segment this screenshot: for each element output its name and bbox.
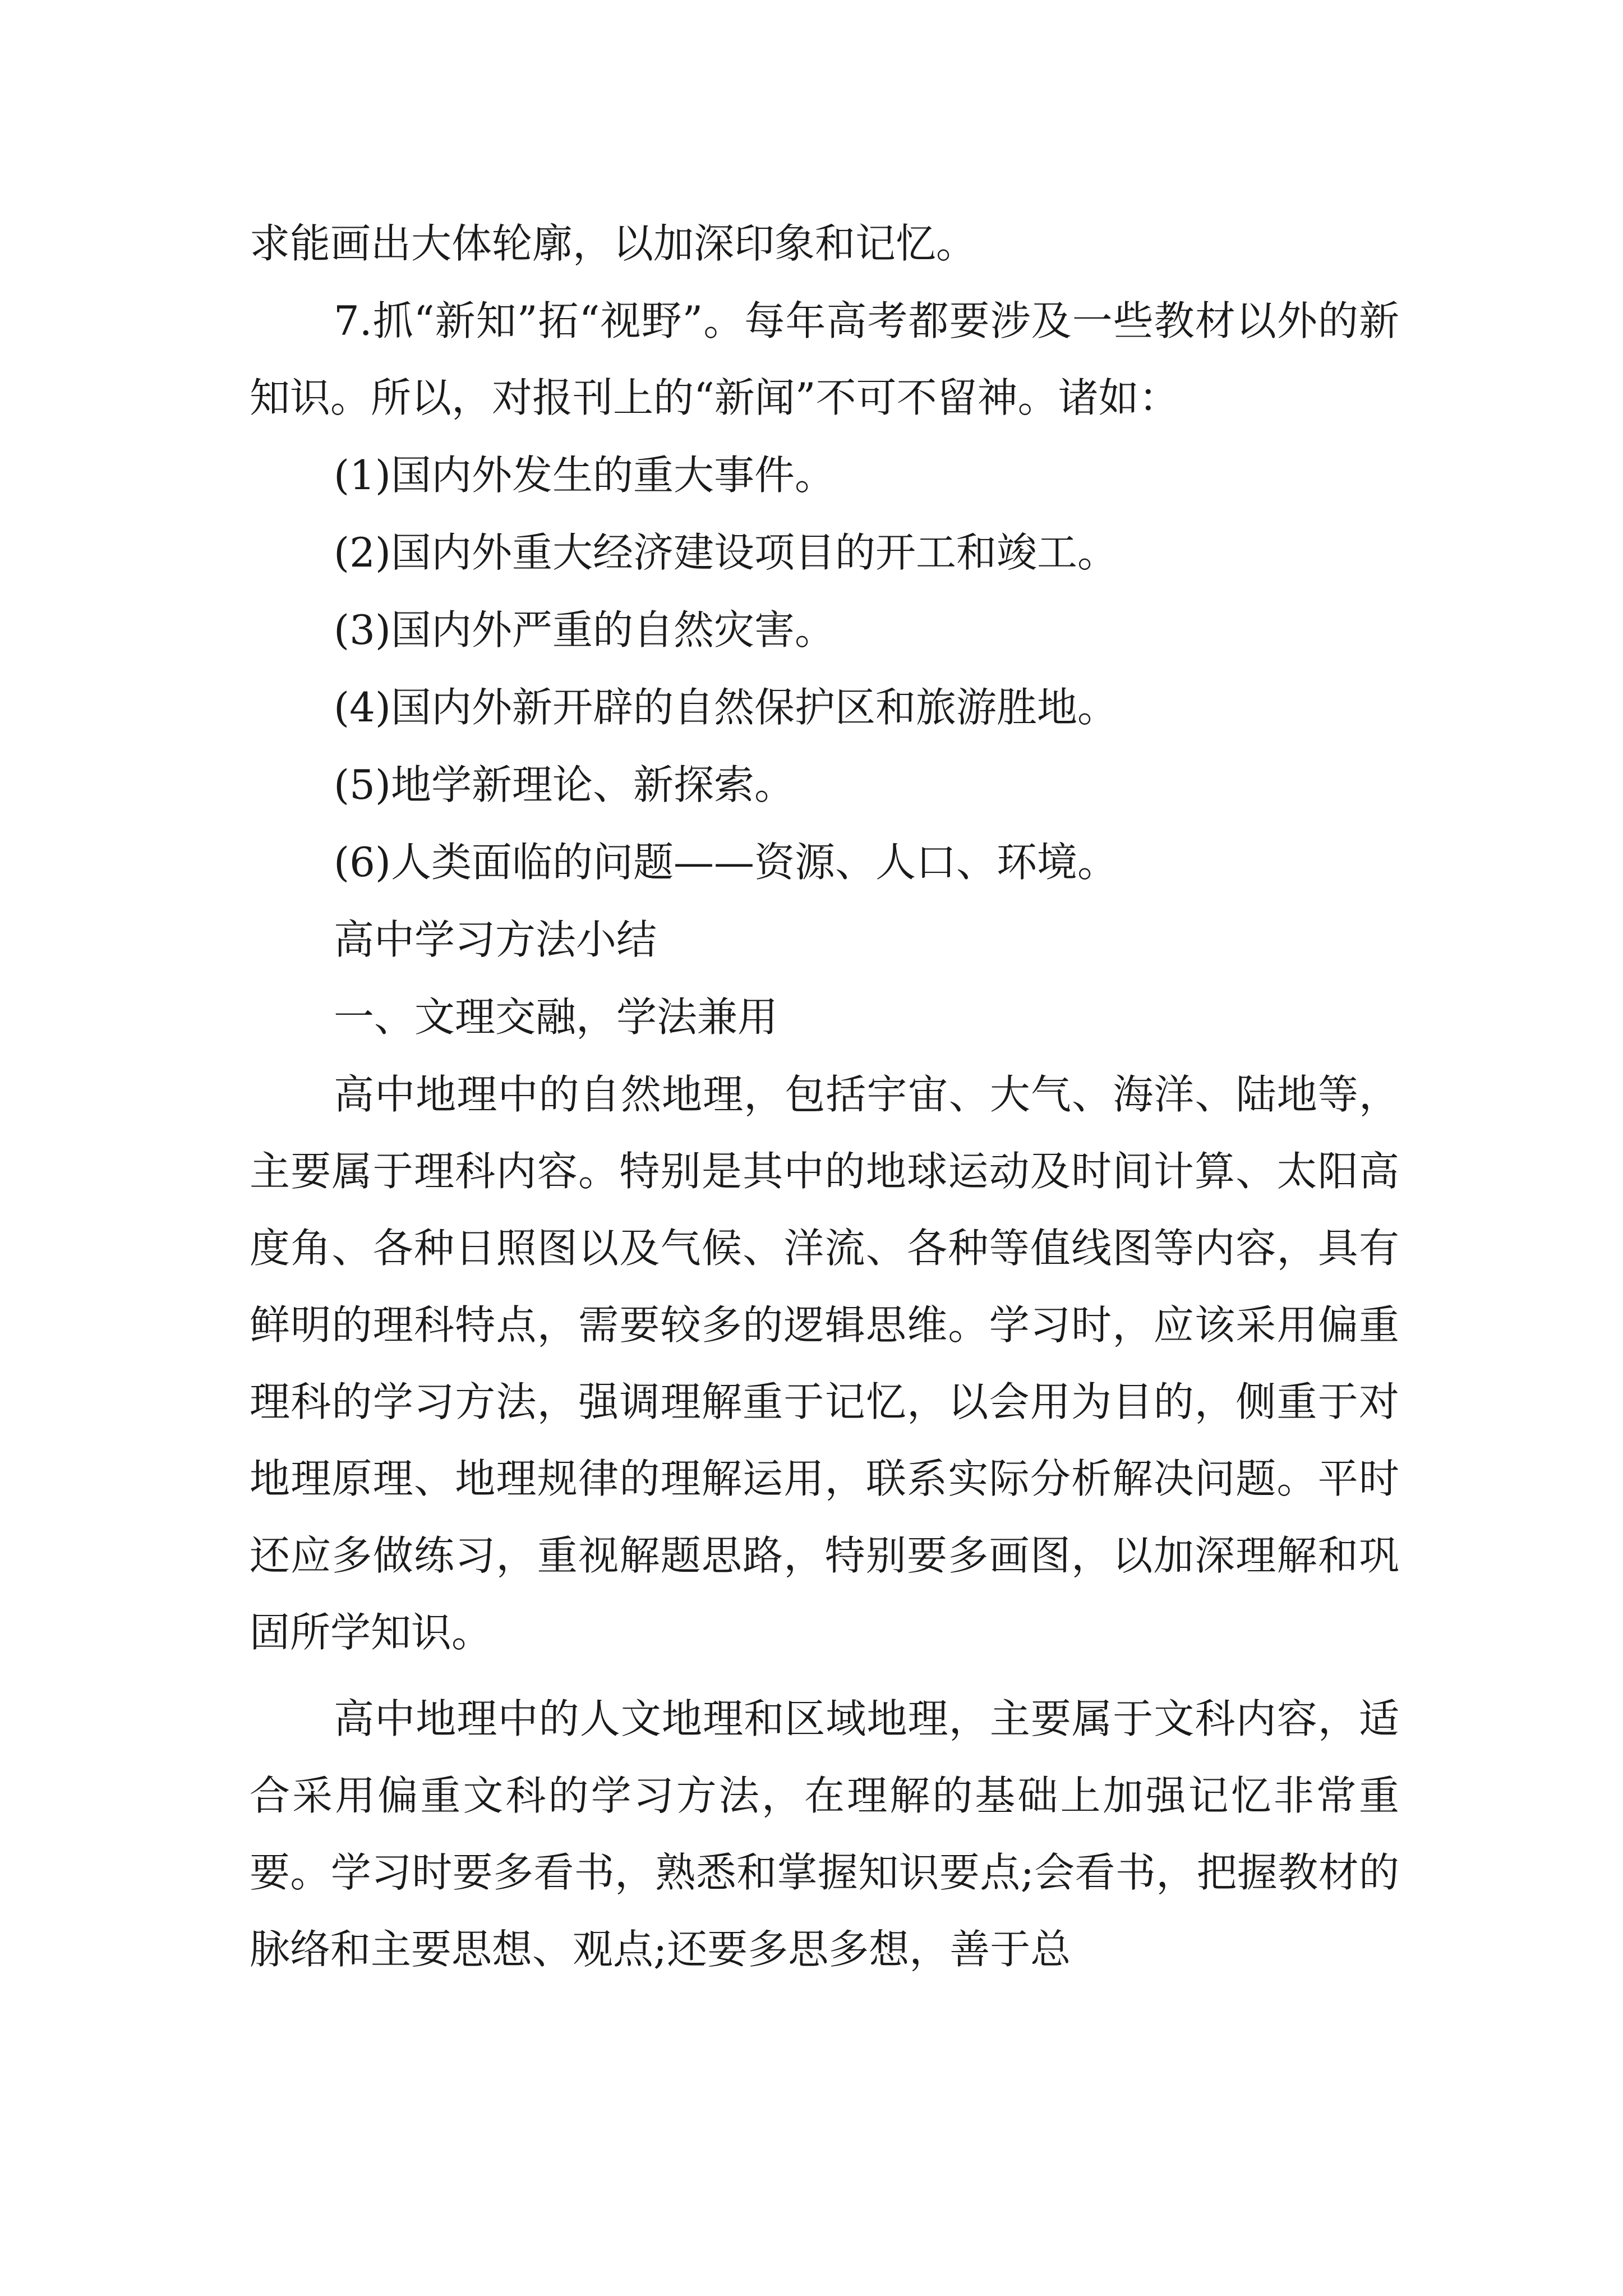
- list-item: (4)国内外新开辟的自然保护区和旅游胜地。: [334, 684, 1118, 731]
- list-item: (6)人类面临的问题——资源、人口、环境。: [334, 839, 1118, 886]
- list-item: (1)国内外发生的重大事件。: [334, 452, 835, 499]
- continuation-paragraph: 求能画出大体轮廓，以加深印象和记忆。: [250, 220, 977, 267]
- section-title: 高中学习方法小结: [334, 916, 657, 963]
- list-item: (5)地学新理论、新探索。: [334, 761, 795, 808]
- document-body: [250, 0, 1399, 1988]
- body-paragraph: 高中地理中的人文地理和区域地理，主要属于文科内容，适合采用偏重文科的学习方法，在理解的基础上加强记忆非常重要。学习时要多看书，熟悉和掌握知识要点;会看书，把握教材的脉络和主要思想、观点;还要多思多想，善于总: [250, 1695, 1399, 1973]
- body-paragraph: 高中地理中的自然地理，包括宇宙、大气、海洋、陆地等，主要属于理科内容。特别是其中的地球运动及时间计算、太阳高度角、各种日照图以及气候、洋流、各种等值线图等内容，具有鲜明的理科特点，需要较多的逻辑思维。学习时，应该采用偏重理科的学习方法，强调理解重于记忆，以会用为目的，侧重于对地理原理、地理规律的理解运用，联系实际分析解决问题。平时还应多做练习，重视解题思路，特别要多画图，以加深理解和巩固所学知识。: [250, 1071, 1399, 1656]
- subsection-heading: 一、文理交融，学法兼用: [334, 993, 778, 1041]
- list-item: (2)国内外重大经济建设项目的开工和竣工。: [334, 529, 1118, 576]
- point-7-paragraph: 7.抓“新知”拓“视野”。每年高考都要涉及一些教材以外的新知识。所以，对报刊上的“新闻”不可不留神。诸如：: [250, 297, 1399, 421]
- list-item: (3)国内外严重的自然灾害。: [334, 606, 835, 654]
